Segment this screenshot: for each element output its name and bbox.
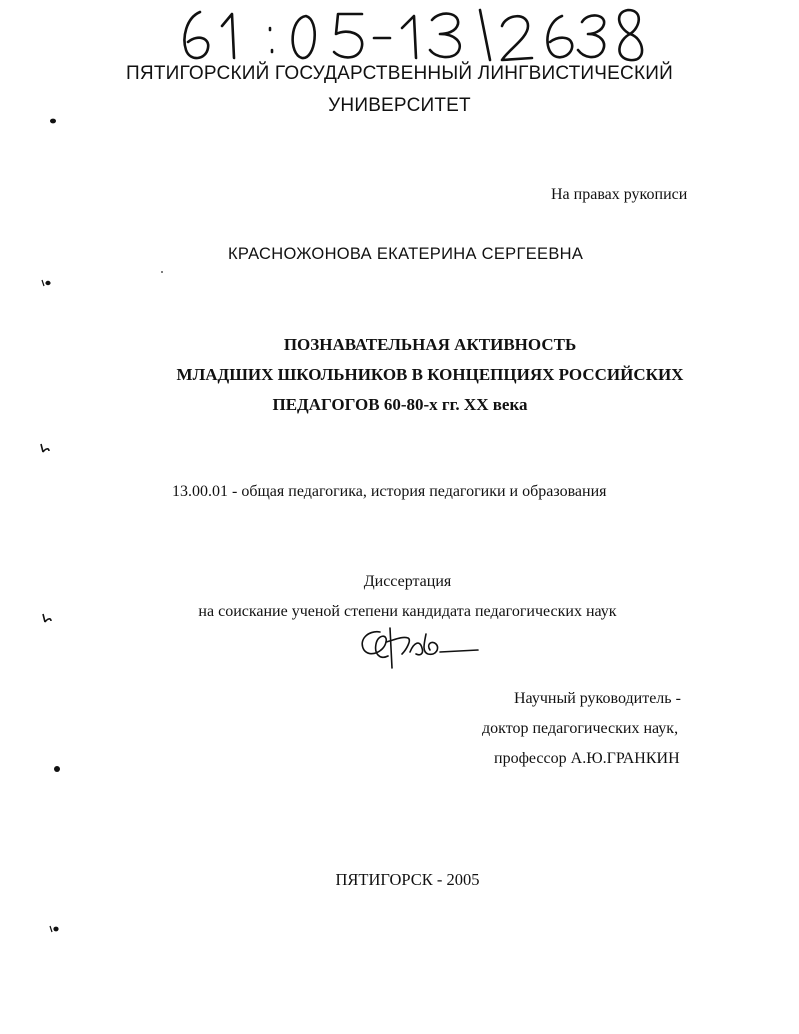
supervisor-role: Научный руководитель - — [514, 690, 681, 707]
title-line-3: ПЕДАГОГОВ 60-80-х гг. XX века — [272, 395, 528, 414]
degree-line: на соискание ученой степени кандидата педагогических наук — [198, 603, 617, 620]
margin-mark-5 — [52, 764, 62, 774]
margin-mark-1 — [48, 117, 58, 125]
speck-mark — [160, 270, 164, 274]
author-name: КРАСНОЖОНОВА ЕКАТЕРИНА СЕРГЕЕВНА — [228, 245, 584, 263]
margin-mark-4 — [40, 612, 54, 624]
specialty-code: 13.00.01 - общая педагогика, история педагогики и образования — [172, 483, 607, 500]
title-line-1: ПОЗНАВАТЕЛЬНАЯ АКТИВНОСТЬ — [283, 335, 577, 354]
margin-mark-6 — [48, 924, 60, 934]
title-line-2: МЛАДШИХ ШКОЛЬНИКОВ В КОНЦЕПЦИЯХ РОССИЙСКИХ — [176, 365, 684, 384]
margin-mark-2 — [40, 278, 52, 288]
work-type: Диссертация — [363, 573, 452, 590]
university-name-line1: ПЯТИГОРСКИЙ ГОСУДАРСТВЕННЫЙ ЛИНГВИСТИЧЕСКИЙ — [126, 63, 673, 84]
rights-note: На правах рукописи — [551, 186, 688, 203]
margin-mark-3 — [38, 442, 52, 454]
handwritten-archive-code — [178, 6, 648, 66]
supervisor-degree: доктор педагогических наук, — [482, 720, 679, 737]
supervisor-name: профессор А.Ю.ГРАНКИН — [494, 750, 680, 767]
city-year: ПЯТИГОРСК - 2005 — [335, 870, 480, 889]
signature-icon — [350, 622, 480, 672]
university-name-line2: УНИВЕРСИТЕТ — [328, 95, 471, 116]
